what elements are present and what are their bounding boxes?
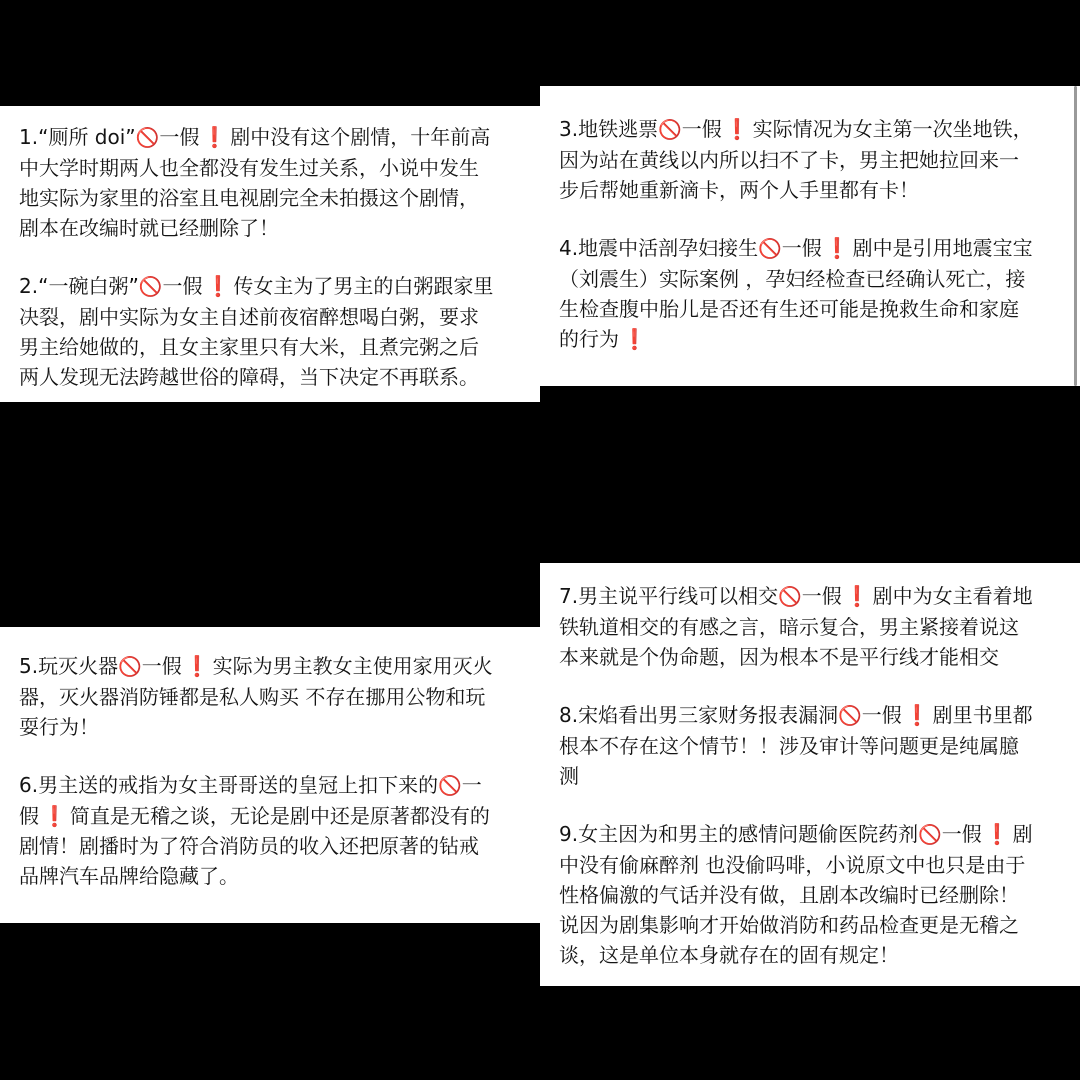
- text-segment: 耍行为！: [19, 715, 99, 739]
- text-segment: 9.女主因为和男主的感情问题偷医院药剂: [559, 822, 919, 846]
- text-line: [19, 801, 522, 831]
- text-segment: 铁轨道相交的有感之言，暗示复合，男主紧接着说这: [559, 615, 1019, 639]
- text-segment: 实际为男主教女主使用家用灭火: [212, 654, 493, 678]
- text-line: [19, 122, 522, 153]
- text-line: [559, 175, 1062, 205]
- text-line: [559, 880, 1062, 910]
- claim-paragraph: [19, 122, 522, 243]
- text-segment: 实际情况为女主第一次坐地铁，: [752, 117, 1033, 141]
- text-segment: 两人发现无法跨越世俗的障碍，当下决定不再联系。: [19, 365, 479, 389]
- text-line: [19, 183, 522, 213]
- text-line: [559, 761, 1062, 791]
- no-symbol-icon: 🚫: [838, 705, 862, 727]
- no-symbol-icon: 🚫: [658, 119, 682, 141]
- text-line: [559, 850, 1062, 880]
- text-line: [559, 324, 1062, 354]
- text-segment: 根本不存在这个情节！！涉及审计等问题更是纯属臆: [559, 734, 1019, 758]
- text-line: [559, 294, 1062, 324]
- text-line: [559, 700, 1062, 731]
- text-segment: 一假: [941, 822, 982, 846]
- no-symbol-icon: 🚫: [438, 775, 462, 797]
- text-segment: 中大学时期两人也全都没有发生过关系，小说中发生: [19, 156, 479, 180]
- exclamation-icon: ❗: [824, 236, 850, 260]
- text-line: [19, 332, 522, 362]
- card-4: [540, 563, 1080, 986]
- text-segment: 测: [559, 764, 579, 788]
- text-line: [559, 940, 1062, 970]
- text-segment: 因为站在黄线以内所以扫不了卡，男主把她拉回来一: [559, 148, 1019, 172]
- claim-paragraph: [559, 233, 1062, 354]
- text-line: [19, 271, 522, 302]
- text-line: [559, 233, 1062, 264]
- text-segment: 谈，这是单位本身就存在的固有规定！: [559, 943, 899, 967]
- text-segment: 地实际为家里的浴室且电视剧完全未拍摄这个剧情，: [19, 186, 479, 210]
- claim-paragraph: [19, 770, 522, 891]
- text-line: [19, 861, 522, 891]
- text-segment: 一假: [801, 584, 842, 608]
- text-line: [559, 264, 1062, 294]
- text-segment: 的行为: [559, 327, 619, 351]
- text-segment: 一假: [162, 274, 203, 298]
- exclamation-icon: ❗: [904, 703, 930, 727]
- text-segment: （刘震生）实际案例 ，孕妇经检查已经确认死亡，接: [559, 267, 1026, 291]
- text-segment: 假: [19, 804, 39, 828]
- scrollbar-card-2[interactable]: [1074, 86, 1077, 386]
- no-symbol-icon: 🚫: [758, 238, 782, 260]
- text-line: [19, 362, 522, 392]
- exclamation-icon: ❗: [205, 274, 231, 298]
- text-line: [19, 831, 522, 861]
- exclamation-icon: ❗: [984, 822, 1010, 846]
- text-segment: 男主给她做的，且女主家里只有大米，且煮完粥之后: [19, 335, 479, 359]
- text-line: [19, 302, 522, 332]
- text-segment: 决裂，剧中实际为女主自述前夜宿醉想喝白粥，要求: [19, 305, 479, 329]
- no-symbol-icon: 🚫: [118, 656, 142, 678]
- text-segment: 一: [461, 773, 482, 797]
- text-segment: 5.玩灭火器: [19, 654, 119, 678]
- no-symbol-icon: 🚫: [778, 586, 802, 608]
- text-segment: 剧中是引用地震宝宝: [852, 236, 1033, 260]
- text-line: [559, 731, 1062, 761]
- text-segment: 一假: [141, 654, 182, 678]
- text-line: [19, 153, 522, 183]
- no-symbol-icon: 🚫: [138, 276, 163, 298]
- text-segment: 传女主为了男主的白粥跟家里: [233, 274, 494, 298]
- text-segment: 7.男主说平行线可以相交: [559, 584, 779, 608]
- card-2: [540, 86, 1080, 386]
- text-segment: 一假: [159, 125, 200, 149]
- claim-paragraph: [559, 819, 1062, 970]
- text-segment: 一假: [861, 703, 902, 727]
- text-line: [559, 581, 1062, 612]
- no-symbol-icon: 🚫: [135, 127, 160, 149]
- text-line: [559, 642, 1062, 672]
- text-line: [559, 612, 1062, 642]
- claim-paragraph: [559, 581, 1062, 672]
- text-segment: 剧本在改编时就已经删除了！: [19, 216, 279, 240]
- text-segment: 简直是无稽之谈，无论是剧中还是原著都没有的: [69, 804, 490, 828]
- text-segment: 本来就是个伪命题，因为根本不是平行线才能相交: [559, 645, 999, 669]
- claim-paragraph: [559, 114, 1062, 205]
- text-line: [19, 712, 522, 742]
- exclamation-icon: ❗: [622, 327, 647, 351]
- text-segment: 剧中没有这个剧情，十年前高: [230, 125, 491, 149]
- text-segment: 剧里书里都: [932, 703, 1033, 727]
- text-line: [559, 114, 1062, 145]
- text-line: [559, 910, 1062, 940]
- claim-paragraph: [559, 700, 1062, 791]
- text-segment: 生检查腹中胎儿是否还有生还可能是挽救生命和家庭: [559, 297, 1019, 321]
- text-segment: 一假: [681, 117, 722, 141]
- text-line: [19, 651, 522, 682]
- text-segment: 1.“厕所 doi”: [19, 125, 136, 149]
- text-segment: 品牌汽车品牌给隐藏了。: [19, 864, 239, 888]
- exclamation-icon: ❗: [42, 804, 67, 828]
- text-segment: 剧情！剧播时为了符合消防员的收入还把原著的钻戒: [19, 834, 479, 858]
- text-segment: 说因为剧集影响才开始做消防和药品检查更是无稽之: [559, 913, 1019, 937]
- text-segment: 剧: [1012, 822, 1033, 846]
- text-line: [559, 145, 1062, 175]
- text-segment: 性格偏激的气话并没有做，且剧本改编时已经删除！: [559, 883, 1019, 907]
- text-segment: 剧中为女主看着地: [872, 584, 1033, 608]
- no-symbol-icon: 🚫: [918, 824, 942, 846]
- text-segment: 3.地铁逃票: [559, 117, 659, 141]
- exclamation-icon: ❗: [184, 654, 210, 678]
- text-segment: 步后帮她重新滴卡，两个人手里都有卡！: [559, 178, 919, 202]
- exclamation-icon: ❗: [724, 117, 750, 141]
- text-segment: 6.男主送的戒指为女主哥哥送的皇冠上扣下来的: [19, 773, 439, 797]
- text-line: [559, 819, 1062, 850]
- card-3: [0, 627, 540, 923]
- text-segment: 4.地震中活剖孕妇接生: [559, 236, 759, 260]
- text-line: [19, 770, 522, 801]
- text-line: [19, 213, 522, 243]
- text-segment: 一假: [781, 236, 822, 260]
- text-segment: 2.“一碗白粥”: [19, 274, 139, 298]
- text-segment: 器，灭火器消防锤都是私人购买 不存在挪用公物和玩: [19, 685, 486, 709]
- exclamation-icon: ❗: [844, 584, 870, 608]
- exclamation-icon: ❗: [202, 125, 228, 149]
- claim-paragraph: [19, 271, 522, 392]
- card-1: [0, 106, 540, 402]
- text-segment: 8.宋焰看出男三家财务报表漏洞: [559, 703, 839, 727]
- text-line: [19, 682, 522, 712]
- claim-paragraph: [19, 651, 522, 742]
- text-segment: 中没有偷麻醉剂 也没偷吗啡，小说原文中也只是由于: [559, 853, 1026, 877]
